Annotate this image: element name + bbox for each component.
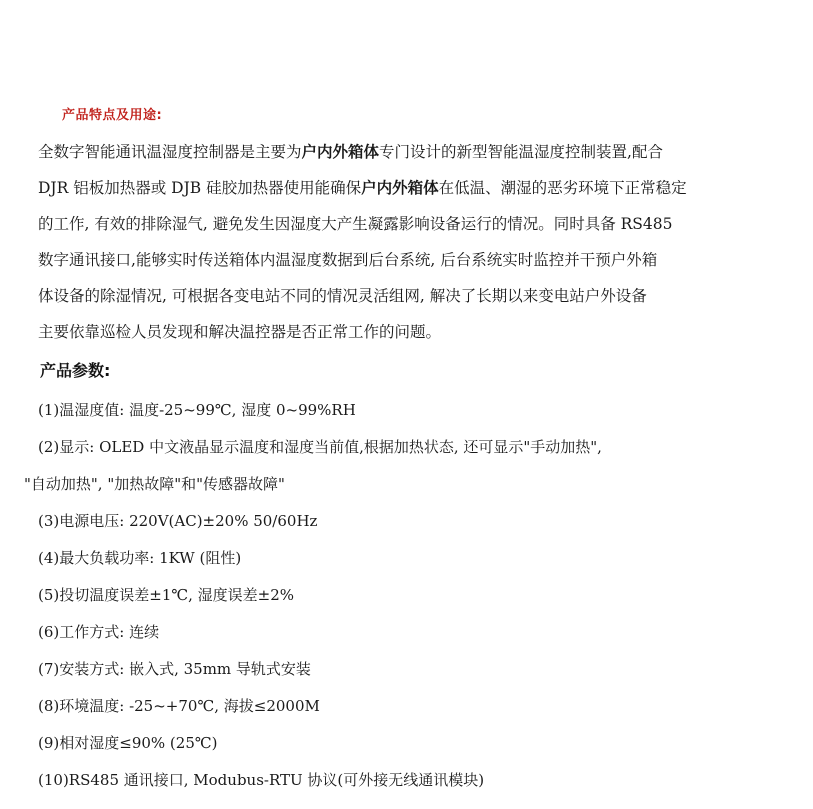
text-run: 全数字智能通讯温湿度控制器是主要为 — [38, 143, 302, 161]
text-run-bold: 户内外箱体 — [361, 178, 439, 197]
text-run: 专门设计的新型智能温湿度控制装置,配合 — [379, 143, 663, 161]
param-item: (9)相对湿度≤90% (25℃) — [38, 734, 218, 752]
params-list — [24, 392, 798, 799]
param-item-continuation: "自动加热", "加热故障"和"传感器故障" — [24, 475, 285, 493]
features-line — [38, 134, 778, 170]
param-item: (6)工作方式: 连续 — [38, 623, 160, 641]
text-run-bold: 户内外箱体 — [301, 142, 380, 161]
param-item: (2)显示: OLED 中文液晶显示温度和湿度当前值,根据加热状态, 还可显示"手动加热", — [38, 438, 602, 456]
features-line — [38, 170, 778, 206]
param-item: (4)最大负载功率: 1KW (阻性) — [38, 549, 242, 567]
text-run: 在低温、潮湿的恶劣环境下正常稳定 — [438, 179, 687, 197]
features-paragraph — [38, 134, 778, 350]
features-line — [38, 314, 778, 350]
param-item: (1)温湿度值: 温度-25~99℃, 湿度 0~99%RH — [38, 401, 356, 419]
param-item: (3)电源电压: 220V(AC)±20% 50/60Hz — [38, 512, 318, 530]
text-run: 数字通讯接口,能够实时传送箱体内温湿度数据到后台系统, 后台系统实时监控并干预户外箱 — [38, 251, 658, 269]
text-run: 体设备的除湿情况, 可根据各变电站不同的情况灵活组网, 解决了长期以来变电站户外设备 — [38, 287, 647, 305]
params-heading: 产品参数: — [40, 361, 111, 380]
features-line — [38, 278, 778, 314]
features-heading: 产品特点及用途: — [62, 108, 163, 123]
param-item: (5)投切温度误差±1℃, 湿度误差±2% — [38, 586, 295, 604]
param-item: (8)环境温度: -25~+70℃, 海拔≤2000M — [38, 697, 320, 715]
param-item: (7)安装方式: 嵌入式, 35mm 导轨式安装 — [38, 660, 311, 678]
features-line — [38, 242, 778, 278]
features-line — [38, 206, 778, 242]
param-item: (10)RS485 通讯接口, Modubus-RTU 协议(可外接无线通讯模块) — [38, 771, 485, 789]
text-run: 主要依靠巡检人员发现和解决温控器是否正常工作的问题。 — [38, 323, 442, 341]
text-run: DJR 铝板加热器或 DJB 硅胶加热器使用能确保 — [38, 179, 362, 197]
text-run: 的工作, 有效的排除湿气, 避免发生因湿度大产生凝露影响设备运行的情况。同时具备 RS485 — [38, 215, 673, 233]
